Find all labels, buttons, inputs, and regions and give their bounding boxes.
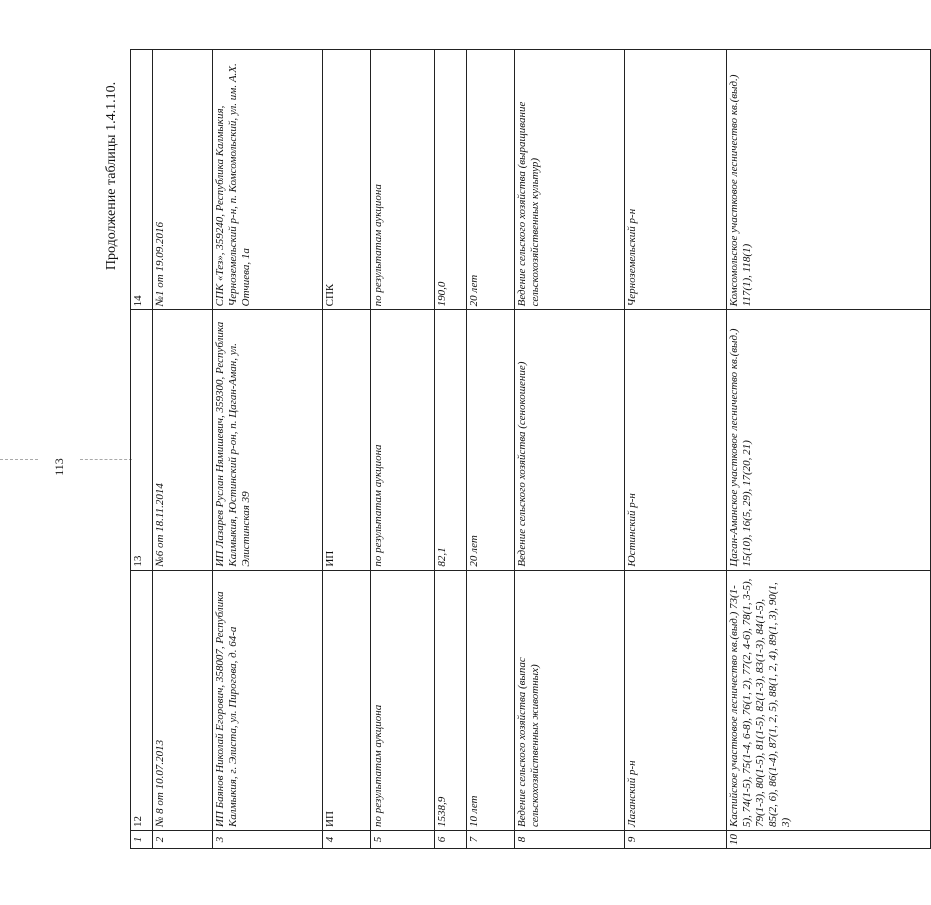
table-row [371, 50, 435, 849]
fold-line-right [80, 459, 132, 460]
row-12-tenant: ИП Баянов Николай Егорович, 358007, Республика Калмыкия, г. Элиста, ул. Пирогова, д. 64-а [213, 570, 323, 830]
header-cell-5: 5 [371, 831, 435, 849]
row-13-form: ИП [323, 310, 371, 570]
row-14-tenant: СПК «Тез», 359240, Республика Калмыкия, Черноземельский р-н, п. Комсомольский, ул. им. А.Х. Отчиева, 1а [213, 50, 323, 310]
row-13-contract: №6 от 18.11.2014 [153, 310, 213, 570]
table-row [213, 50, 323, 849]
row-14-purpose: Ведение сельского хозяйства (выращивание сельскохозяйственных культур) [515, 50, 625, 310]
row-14-district: Черноземельский р-н [625, 50, 727, 310]
rotated-table [130, 49, 792, 849]
header-cell-4: 4 [323, 831, 371, 849]
table-row [131, 50, 153, 849]
header-cell-6: 6 [435, 831, 467, 849]
header-cell-2: 2 [153, 831, 213, 849]
header-cell-3: 3 [213, 831, 323, 849]
table-row [625, 50, 727, 849]
header-cell-1: 1 [131, 831, 153, 849]
row-14-form: СПК [323, 50, 371, 310]
row-13-tenant: ИП Лазарев Руслан Нямишевич, 359300, Республика Калмыкия, Юстинский р-он, п. Цаган-Аман, ул. Элистинская 39 [213, 310, 323, 570]
header-cell-8: 8 [515, 831, 625, 849]
header-cell-7: 7 [467, 831, 515, 849]
row-12-number: 12 [131, 570, 153, 830]
row-14-area: 190,0 [435, 50, 467, 310]
table-row [467, 50, 515, 849]
row-12-form: ИП [323, 570, 371, 830]
row-14-basis: по результатам аукциона [371, 50, 435, 310]
row-12-basis: по результатам аукциона [371, 570, 435, 830]
row-13-location: Цаган-Аманское участковое лесничество кв.(выд.) 15(10), 16(5, 29), 17(20, 21) [727, 310, 931, 570]
header-cell-9: 9 [625, 831, 727, 849]
row-12-contract: № 8 от 10.07.2013 [153, 570, 213, 830]
row-13-basis: по результатам аукциона [371, 310, 435, 570]
header-cell-10: 10 [727, 831, 931, 849]
row-14-location: Комсомольское участковое лесничество кв.(выд.) 117(1), 118(1) [727, 50, 931, 310]
row-13-district: Юстинский р-н [625, 310, 727, 570]
row-13-number: 13 [131, 310, 153, 570]
row-12-location: Каспийское участковое лесничество кв.(выд.) 73(1-5), 74(1-5), 75(1-4, 6-8), 76(1, 2), 77(2, 4-6), 78(1, 3-5), 79(1-3), 80(1-5), 81(1-5), 82(1-3), 83(1-3), 84(1-5), 85(2, 6), 86(1-4), 87(1, 2, 5), 88(1, 2, 4), 89(1, 3), 90(1, 3) [727, 570, 931, 830]
row-14-number: 14 [131, 50, 153, 310]
table-row [323, 50, 371, 849]
table-caption: Продолжение таблицы 1.4.1.10. [104, 81, 119, 271]
row-13-term: 20 лет [467, 310, 515, 570]
row-12-term: 10 лет [467, 570, 515, 830]
table-row [435, 50, 467, 849]
fold-line-left [0, 459, 38, 460]
table-row [515, 50, 625, 849]
table-row [727, 50, 931, 849]
row-12-district: Лаганский р-н [625, 570, 727, 830]
row-13-purpose: Ведение сельского хозяйства (сенокошение) [515, 310, 625, 570]
row-13-area: 82,1 [435, 310, 467, 570]
row-14-term: 20 лет [467, 50, 515, 310]
table-row [153, 50, 213, 849]
row-14-contract: №1 от 19.09.2016 [153, 50, 213, 310]
lease-table [130, 49, 931, 849]
page-number: 113 [52, 458, 66, 476]
row-12-purpose: Ведение сельского хозяйства (выпас сельскохозяйственных животных) [515, 570, 625, 830]
row-12-area: 1538,9 [435, 570, 467, 830]
